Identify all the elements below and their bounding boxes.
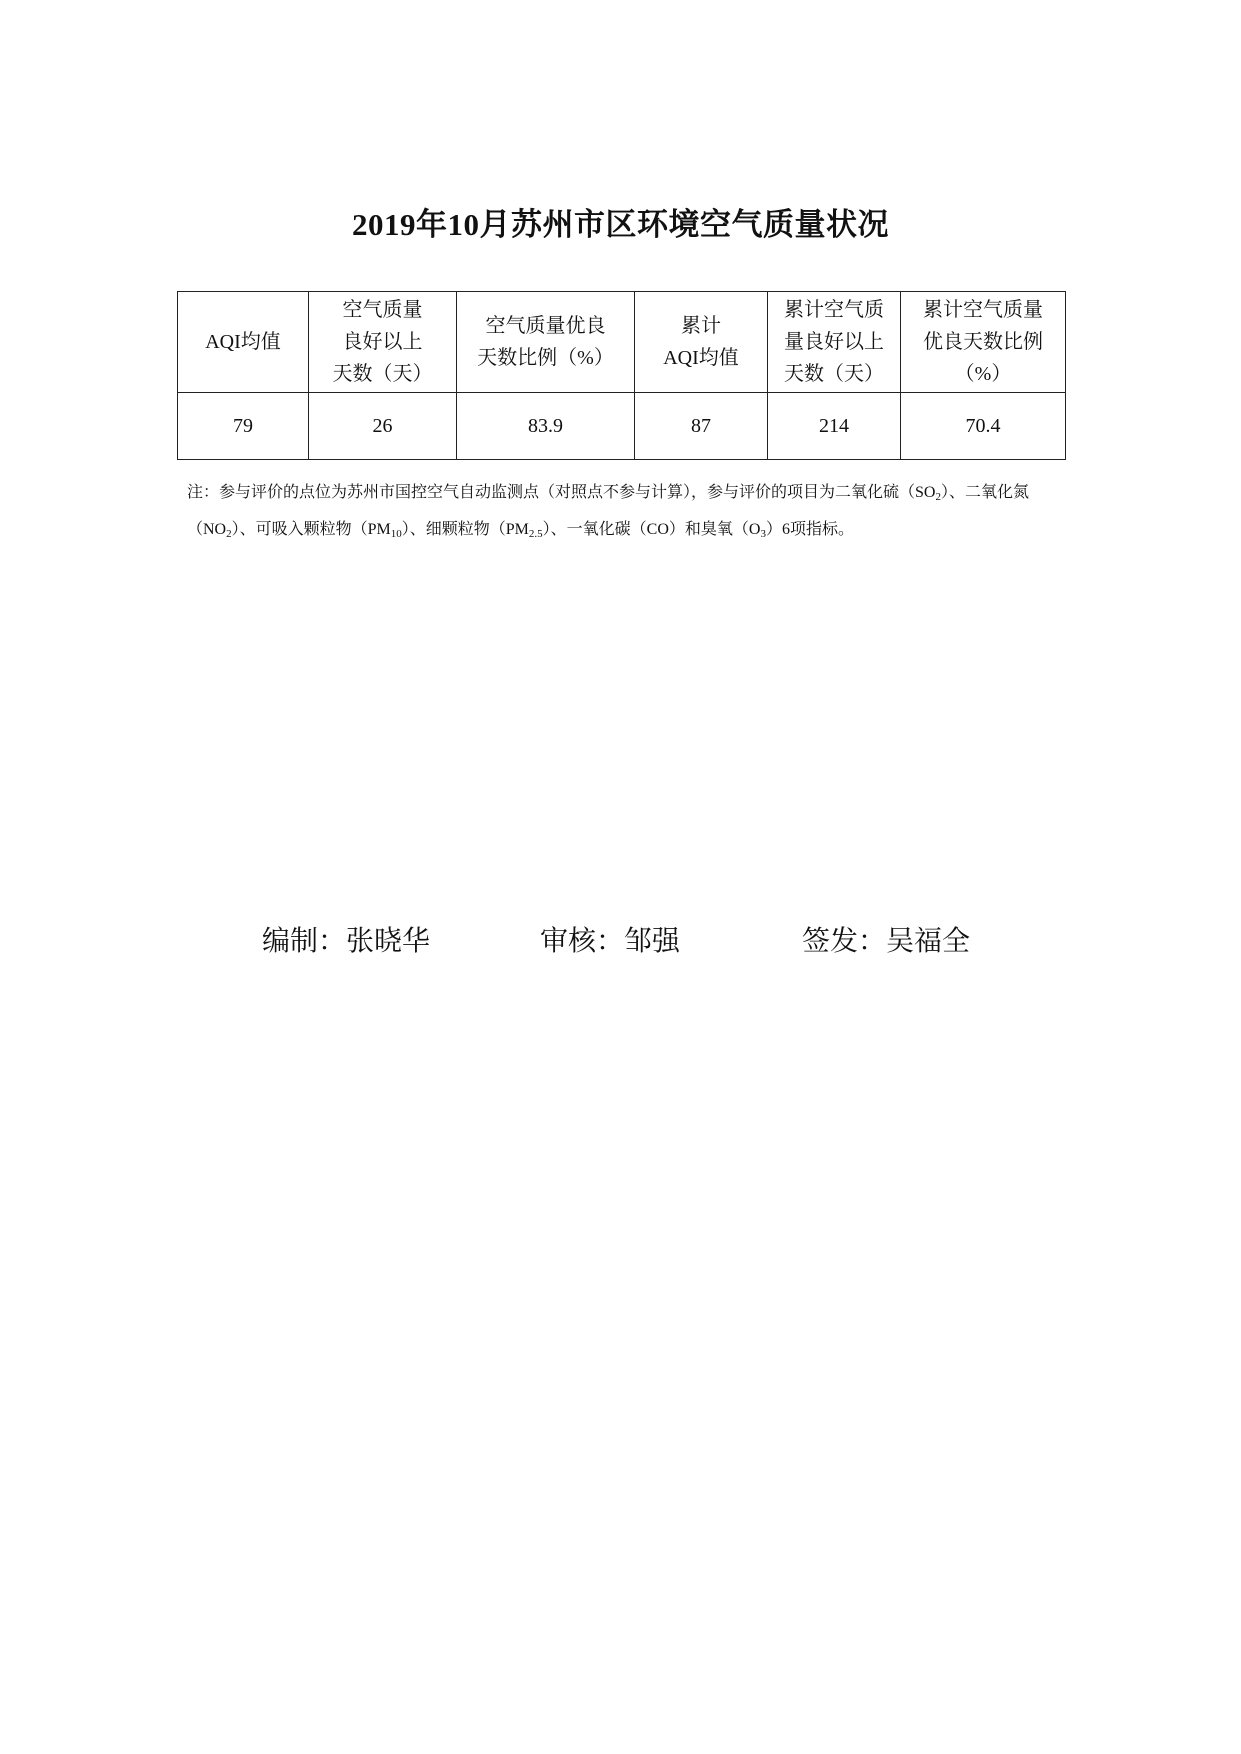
table-row bbox=[178, 393, 1066, 460]
cell-cumulative-good-ratio: 70.4 bbox=[901, 393, 1066, 460]
header-good-ratio: 空气质量优良 天数比例（%） bbox=[457, 292, 635, 393]
header-aqi-average: AQI均值 bbox=[178, 292, 309, 393]
header-cumulative-good-ratio: 累计空气质量 优良天数比例 （%） bbox=[901, 292, 1066, 393]
header-good-days: 空气质量 良好以上 天数（天） bbox=[309, 292, 457, 393]
cell-cumulative-aqi: 87 bbox=[635, 393, 768, 460]
header-cumulative-aqi: 累计 AQI均值 bbox=[635, 292, 768, 393]
header-cumulative-good-days: 累计空气质 量良好以上 天数（天） bbox=[768, 292, 901, 393]
cell-cumulative-good-days: 214 bbox=[768, 393, 901, 460]
document-title: 2019年10月苏州市区环境空气质量状况 bbox=[352, 207, 889, 242]
cell-aqi-average: 79 bbox=[178, 393, 309, 460]
table-header-row bbox=[178, 292, 1066, 393]
cell-good-days: 26 bbox=[309, 393, 457, 460]
issuer-signature: 签发：吴福全 bbox=[802, 926, 971, 957]
compiler-signature: 编制：张晓华 bbox=[262, 926, 431, 957]
air-quality-table bbox=[177, 291, 1066, 460]
table-note: 注：参与评价的点位为苏州市国控空气自动监测点（对照点不参与计算），参与评价的项目为二氧化硫$(SO_2)$、二氧化氮$(NO_2)$、可吸入颗粒物$(PM_{10})$、细颗粒物$(PM_{2.5})$、一氧化碳（CO）和臭氧$(O_3)6$项指标。 bbox=[187, 484, 1029, 540]
cell-good-ratio: 83.9 bbox=[457, 393, 635, 460]
reviewer-signature: 审核：邹强 bbox=[540, 926, 681, 957]
